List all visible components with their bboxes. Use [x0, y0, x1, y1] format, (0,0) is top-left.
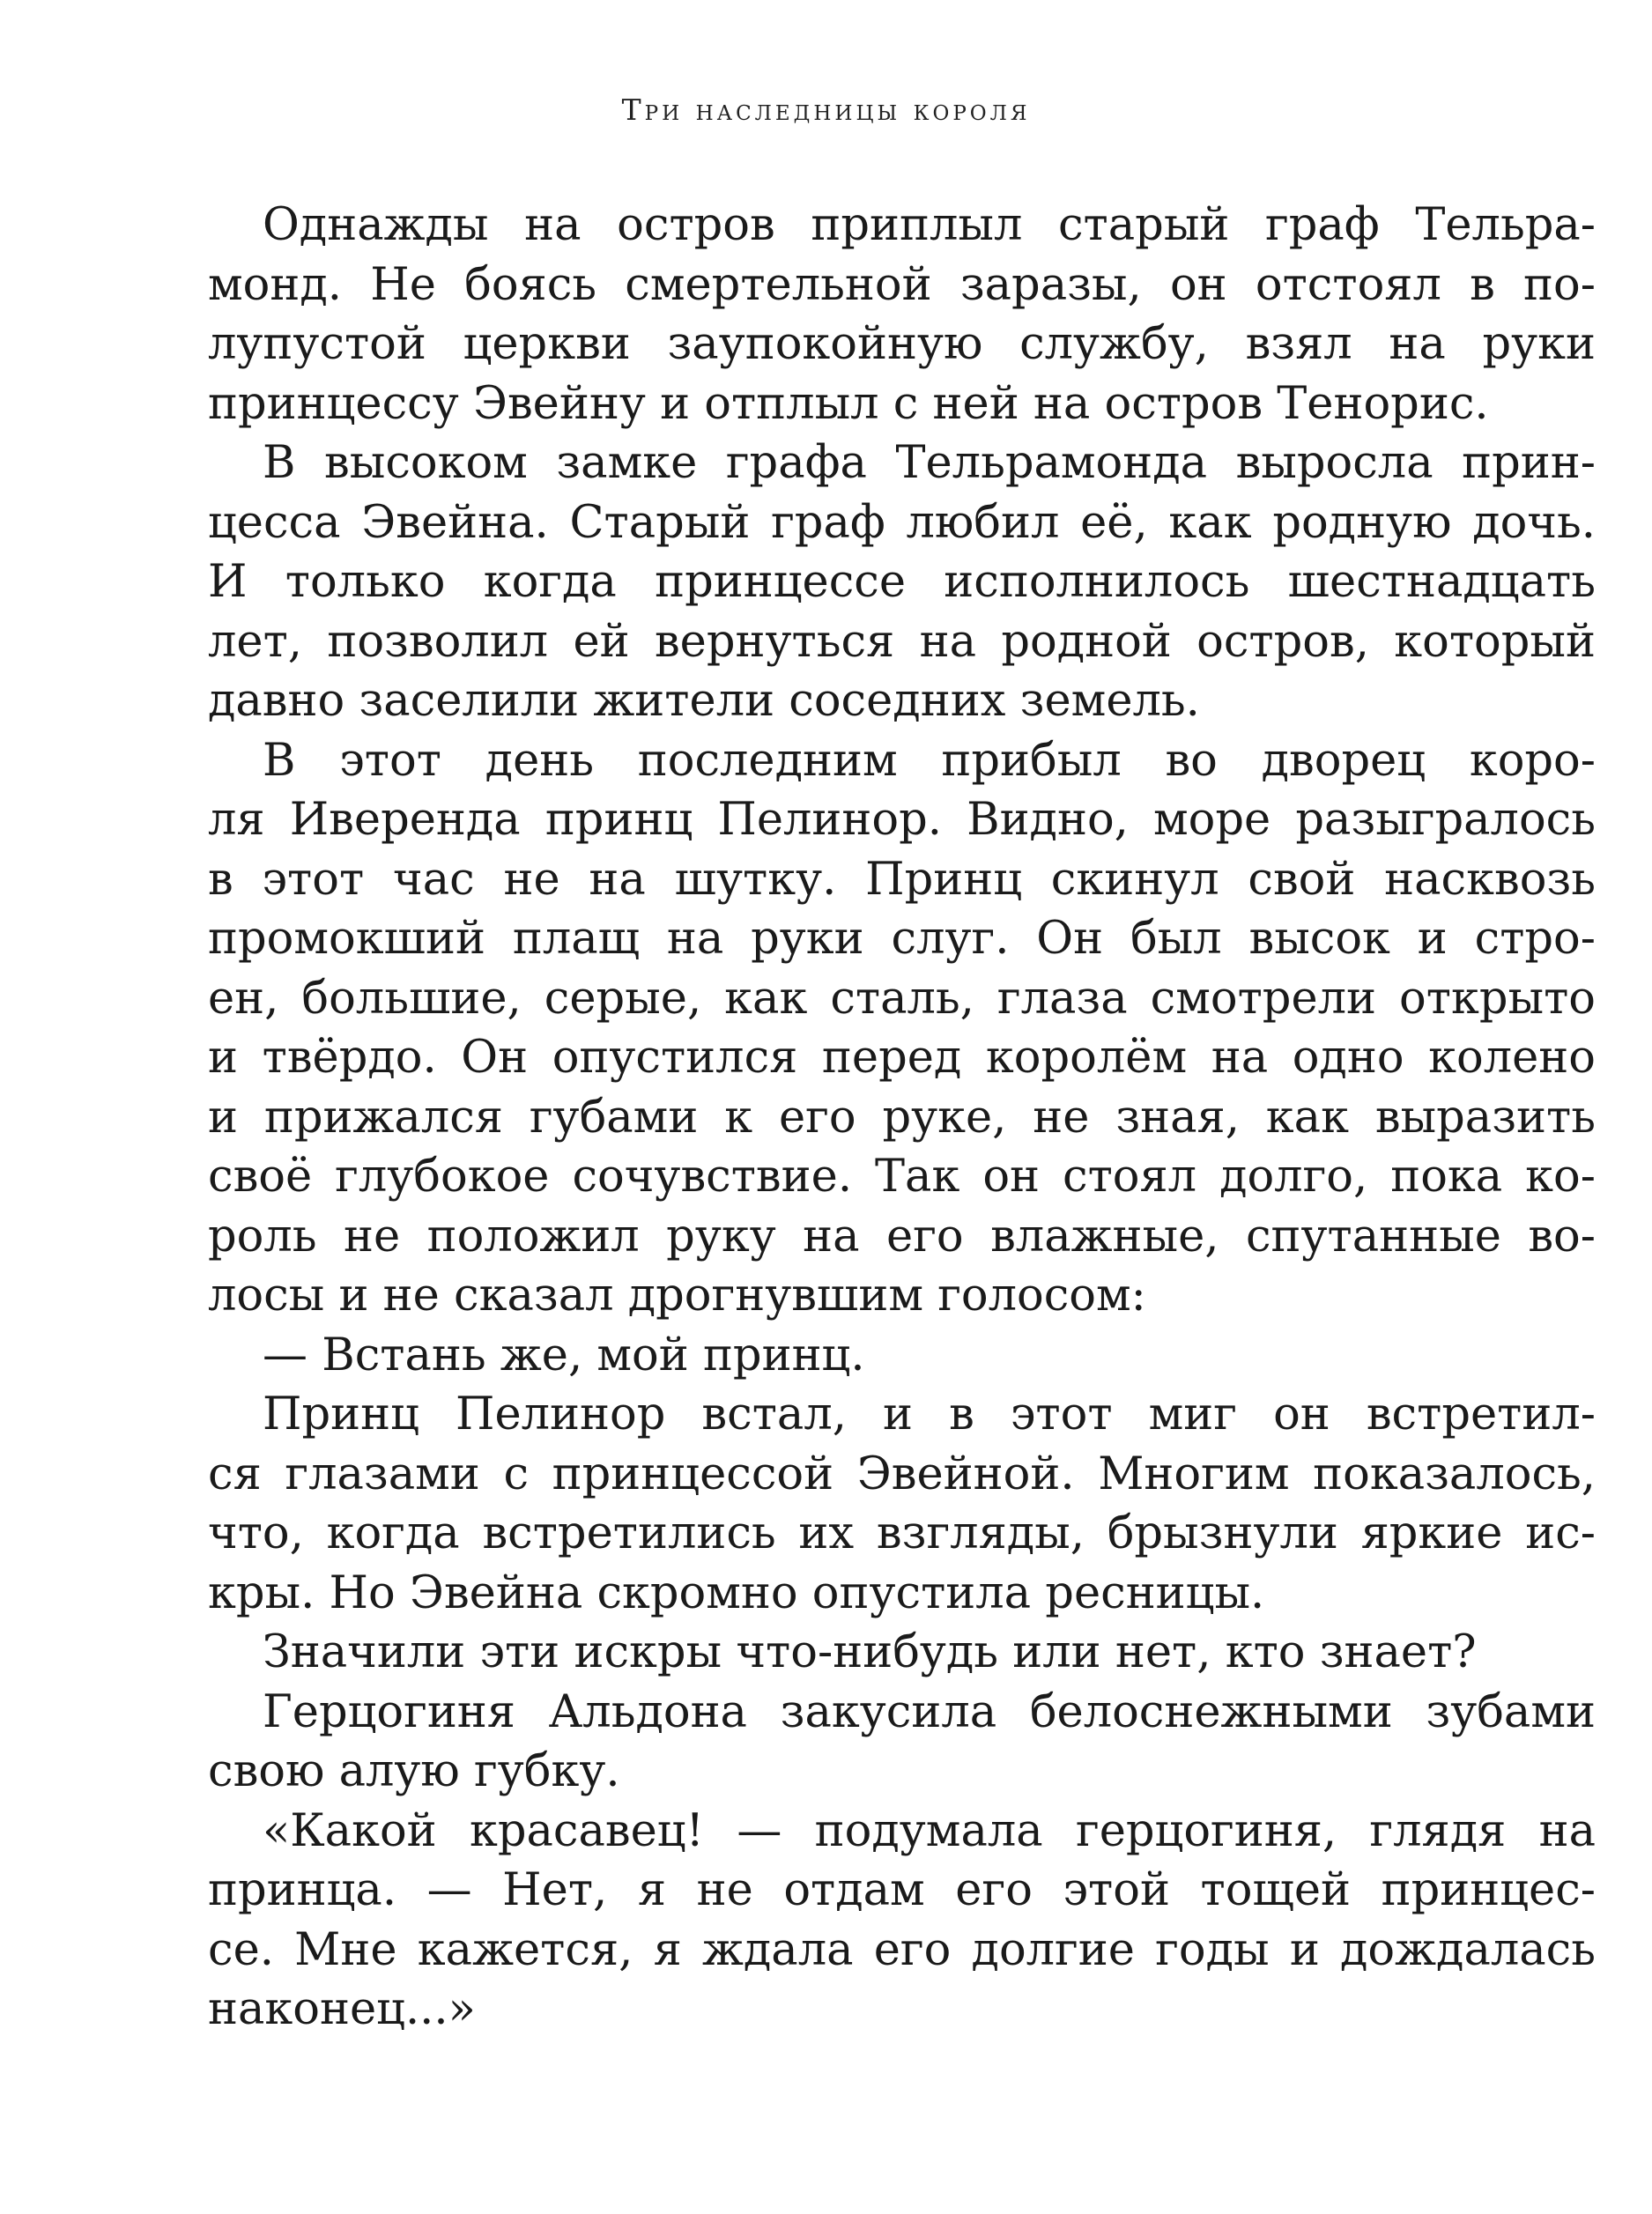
text-line: цесса Эвейна. Старый граф любил её, как родную дочь. [208, 496, 1596, 549]
text-line: в этот час не на шутку. Принц скинул свой насквозь [208, 853, 1596, 906]
text-line: что, когда встретились их взгляды, брызнули яркие ис- [208, 1507, 1596, 1559]
text-line: Герцогиня Альдона закусила белоснежными зубами [263, 1685, 1596, 1738]
text-line: лет, позволил ей вернуться на родной остров, который [208, 615, 1596, 668]
text-line: Значили эти искры что-нибудь или нет, кто знает? [263, 1626, 1477, 1678]
paragraph [208, 433, 1596, 731]
text-line: монд. Не боясь смертельной заразы, он отстоял в по- [208, 258, 1596, 311]
text-line: «Какой красавец! — подумала герцогиня, глядя на [263, 1804, 1596, 1857]
text-line: наконец...» [208, 1983, 476, 2035]
paragraph [208, 1683, 1596, 1802]
body-text [208, 196, 1596, 2040]
paragraph [208, 1802, 1596, 2040]
text-line: В этот день последним прибыл во дворец коро- [263, 734, 1596, 787]
text-line: лосы и не сказал дрогнувшим голосом: [208, 1270, 1146, 1322]
text-line: своё глубокое сочувствие. Так он стоял долго, пока ко- [208, 1151, 1596, 1203]
text-line: В высоком замке графа Тельрамонда выросла прин- [263, 437, 1596, 489]
text-line: се. Мне кажется, я ждала его долгие годы и дождалась [208, 1923, 1596, 1976]
text-line: и твёрдо. Он опустился перед королём на одно колено [208, 1032, 1596, 1084]
text-line: кры. Но Эвейна скромно опустила ресницы. [208, 1566, 1265, 1619]
text-line: ля Иверенда принц Пелинор. Видно, море разыгралось [208, 794, 1596, 846]
text-line: роль не положил руку на его влажные, спутанные во- [208, 1210, 1596, 1262]
paragraph [208, 1326, 1596, 1386]
paragraph [208, 1623, 1596, 1683]
paragraph [208, 731, 1596, 1326]
text-line: принца. — Нет, я не отдам его этой тощей принцес- [208, 1864, 1596, 1916]
text-line: Однажды на остров приплыл старый граф Тельра- [263, 199, 1596, 251]
text-line: ся глазами с принцессой Эвейной. Многим показалось, [208, 1448, 1596, 1500]
text-line: И только когда принцессе исполнилось шестнадцать [208, 556, 1596, 608]
paragraph [208, 196, 1596, 433]
text-line: и прижался губами к его руке, не зная, как выразить [208, 1091, 1596, 1144]
paragraph [208, 1385, 1596, 1623]
text-line: — Встань же, мой принц. [263, 1329, 865, 1381]
running-head: Три наследницы короля [621, 93, 1031, 127]
text-line: свою алую губку. [208, 1745, 620, 1797]
text-line: лупустой церкви заупокойную службу, взял на руки [208, 318, 1596, 370]
text-line: принцессу Эвейну и отплыл с ней на остров Тенорис. [208, 377, 1489, 430]
text-line: промокший плащ на руки слуг. Он был высок и стро- [208, 913, 1596, 965]
text-line: давно заселили жители соседних земель. [208, 675, 1200, 727]
text-line: Принц Пелинор встал, и в этот миг он встретил- [263, 1388, 1596, 1440]
text-line: ен, большие, серые, как сталь, глаза смотрели открыто [208, 972, 1596, 1025]
